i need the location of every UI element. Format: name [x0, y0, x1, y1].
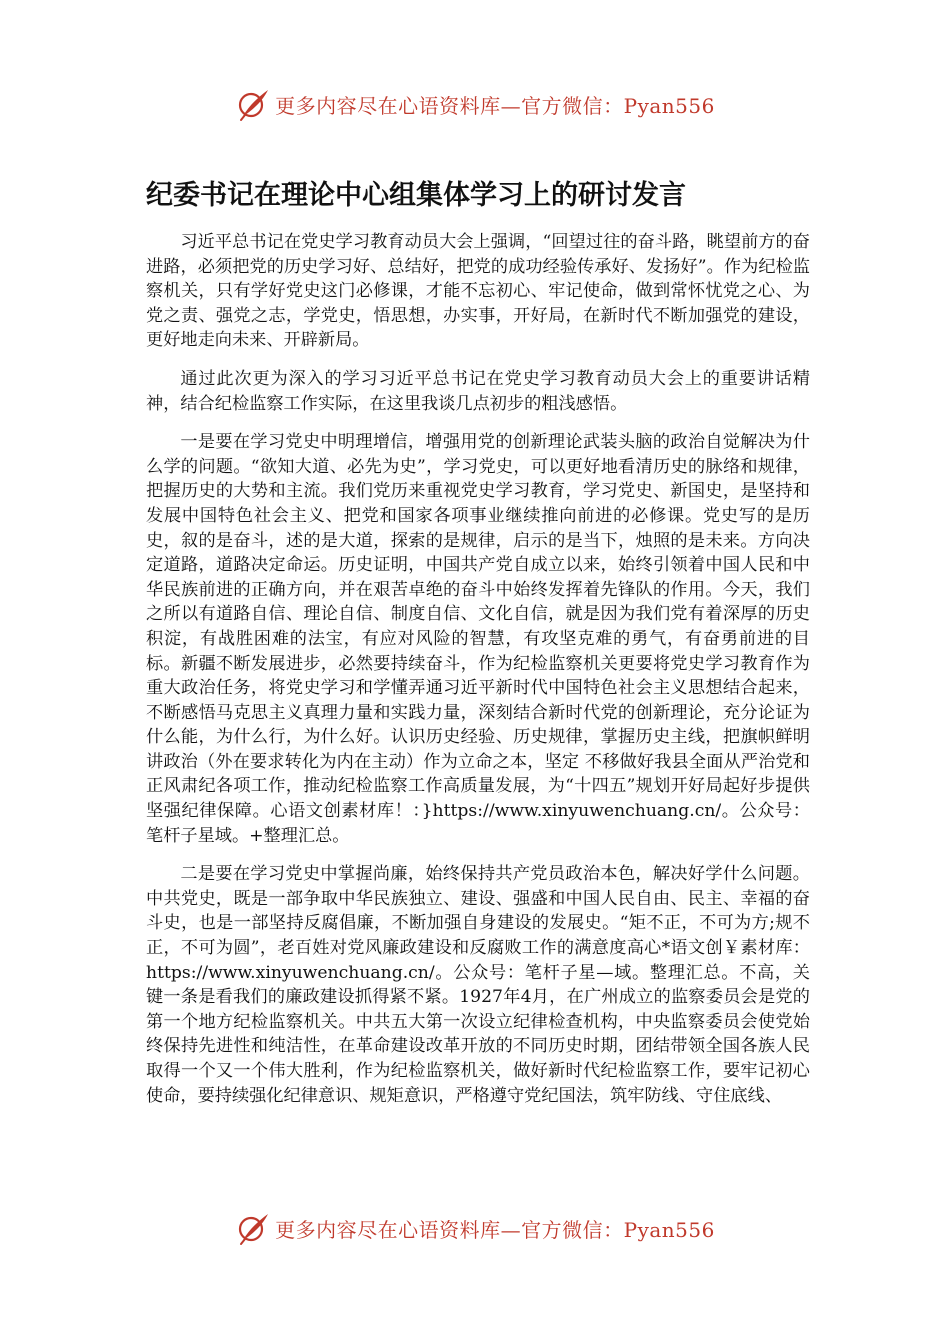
- document-title: 纪委书记在理论中心组集体学习上的研讨发言: [146, 180, 686, 211]
- document-body: [146, 230, 810, 1122]
- watermark-text: 更多内容尽在心语资料库—官方微信：Pyan556: [275, 93, 715, 118]
- feather-pen-icon: [235, 86, 271, 122]
- footer-watermark-banner: [0, 1206, 950, 1250]
- paragraph-preface: 通过此次更为深入的学习习近平总书记在党史学习教育动员大会上的重要讲话精神，结合纪检监察工作实际，在这里我谈几点初步的粗浅感悟。: [146, 368, 810, 414]
- watermark-text: 更多内容尽在心语资料库—官方微信：Pyan556: [275, 1217, 715, 1242]
- paragraph-intro: 习近平总书记在党史学习教育动员大会上强调，“回望过往的奋斗路，眺望前方的奋进路，必须把党的历史学习好、总结好，把党的成功经验传承好、发扬好”。作为纪检监察机关，只有学好党史这门必修课，才能不忘初心、牢记使命，做到常怀忧党之心、为党之责、强党之志，学党史，悟思想，办实事，开好局，在新时代不断加强党的建设，更好地走向未来、开辟新局。: [146, 232, 810, 351]
- paragraph-point-two: 二是要在学习党史中掌握尚廉，始终保持共产党员政治本色，解决好学什么问题。中共党史，既是一部争取中华民族独立、建设、强盛和中国人民自由、民主、幸福的奋斗史，也是一部坚持反腐倡廉，不断加强自身建设的发展史。“矩不正，不可为方;规不正，不可为圆”，老百姓对党风廉政建设和反腐败工作的满意度高心*语文创￥素材库：https://www.xinyuwenchuang.cn/。公众号：笔杆子星—域。整理汇总。不高，关键一条是看我们的廉政建设抓得紧不紧。1927年4月，在广州成立的监察委员会是党的第一个地方纪检监察机关。中共五大第一次设立纪律检查机构，中央监察委员会使党始终保持先进性和纯洁性，在革命建设改革开放的不同历史时期，团结带领全国各族人民取得一个又一个伟大胜利，作为纪检监察机关，做好新时代纪检监察工作，要牢记初心使命，要持续强化纪律意识、规矩意识，严格遵守党纪国法，筑牢防线、守住底线、: [146, 864, 810, 1106]
- paragraph-point-one: 一是要在学习党史中明理增信，增强用党的创新理论武装头脑的政治自觉解决为什么学的问题。“欲知大道、必先为史”，学习党史，可以更好地看清历史的脉络和规律，把握历史的大势和主流。我们党历来重视党史学习教育，学习党史、新国史，是坚持和发展中国特色社会主义、把党和国家各项事业继续推向前进的必修课。党史写的是历史，叙的是奋斗，述的是大道，探索的是规律，启示的是当下，烛照的是未来。方向决定道路，道路决定命运。历史证明，中国共产党自成立以来，始终引领着中国人民和中华民族前进的正确方向，并在艰苦卓绝的奋斗中始终发挥着先锋队的作用。今天，我们之所以有道路自信、理论自信、制度自信、文化自信，就是因为我们党有着深厚的历史积淀，有战胜困难的法宝，有应对风险的智慧，有攻坚克难的勇气，有奋勇前进的目标。新疆不断发展进步，必然要持续奋斗，作为纪检监察机关更要将党史学习教育作为重大政治任务，将党史学习和学懂弄通习近平新时代中国特色社会主义思想结合起来，不断感悟马克思主义真理力量和实践力量，深刻结合新时代党的创新理论，充分论证为什么能，为什么行，为什么好。认识历史经验、历史规律，掌握历史主线，把旗帜鲜明讲政治（外在要求转化为内在主动）作为立命之本，坚定 不移做好我县全面从严治党和正风肃纪各项工作，推动纪检监察工作高质量发展，为“十四五”规划开好局起好步提供坚强纪律保障。心语文创素材库！：}https://www.xinyuwenchuang.cn/。公众号：笔杆子星域。+整理汇总。: [146, 432, 810, 846]
- feather-pen-icon: [235, 1210, 271, 1246]
- header-watermark-banner: [0, 82, 950, 126]
